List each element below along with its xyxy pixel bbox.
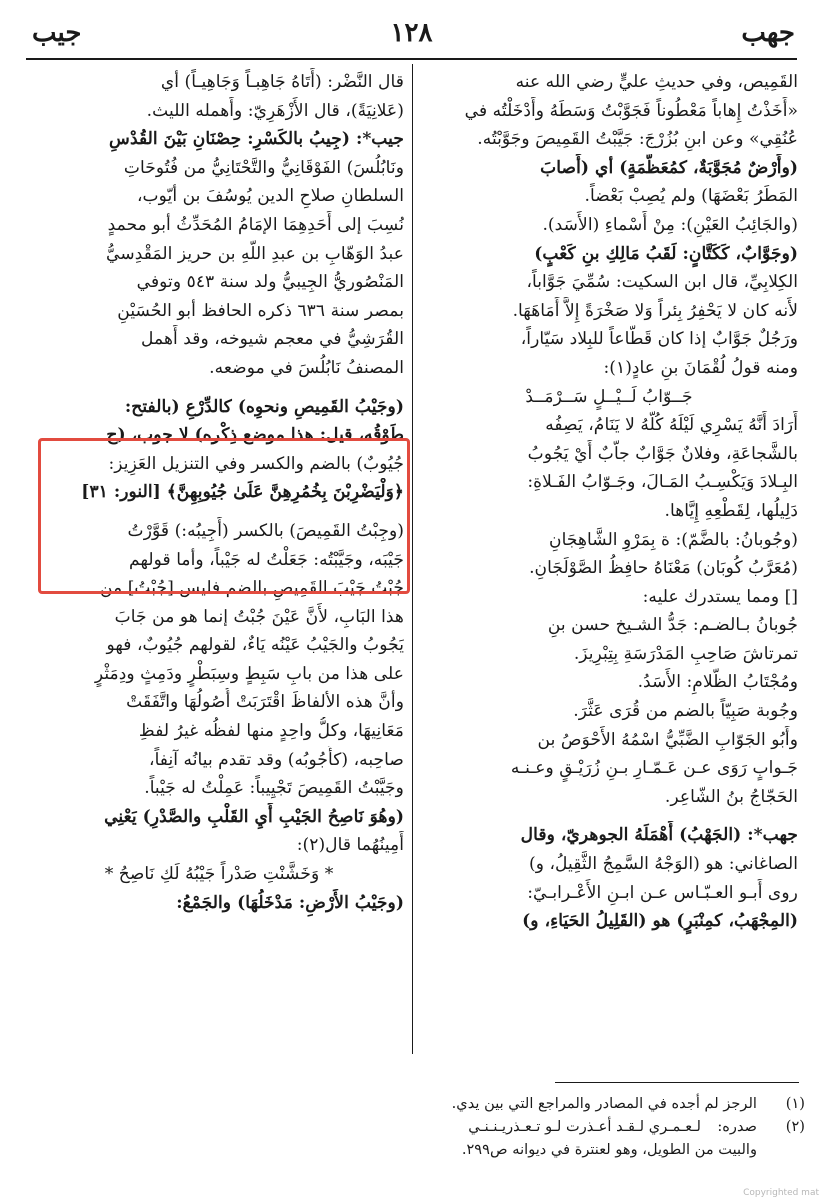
text-line: أَمِينُهُما قال(٢): — [296, 835, 404, 856]
text-line: نُسِبَ إلى أَحَدِهِمَا الإمَامُ المُحَدِّثُ أبو محمدٍ — [107, 214, 404, 235]
text-line: هذا البَابِ، لأَنَّ عَيْنَ جُبْتُ إنما هو من جَابَ — [114, 606, 404, 627]
entry-heading-line: جهب*: (الجَهْبُ) أَهْمَلَهُ الجوهريّ، وقال — [520, 825, 798, 846]
text-line: القَمِيص، وفي حديثِ عليٍّ رضي الله عنه — [515, 72, 798, 92]
text-line: روى أَبـو العـبّـاس عـن ابـنِ الأَعْـرابـيّ: — [527, 882, 798, 903]
footnote-2 — [60, 1115, 805, 1138]
text-line: ومنه قولُ لُقْمَانَ بنِ عادٍ(١): — [603, 357, 798, 378]
right-column — [420, 68, 798, 936]
text-line: الصاغاني: هو (الوَجْهُ السَّمِجُ الثَّقِيلُ، و) — [529, 854, 798, 875]
footnote-verse: لـعـمـري لـقـد أعـذرت لـو تـعـذريـنـنـي — [468, 1118, 701, 1135]
highlight-box — [38, 438, 410, 594]
text-line: وجَيَّبْتُ القَمِيصَ تَجْيِيباً: عَمِلْتُ له جَيْباً. — [144, 778, 404, 799]
text-line: عُنُقِي» وعن ابنِ بُزُرْجَ: جَيَّبْتُ القَمِيصَ وجَوَّبْتُه. — [477, 129, 798, 150]
footnote-label: صدره: — [717, 1118, 757, 1135]
text-line: (والجَائِبُ العَيْنِ): مِنْ أَسْماءِ (الأَسَد). — [542, 214, 798, 235]
text-line: دَلِيلُها، لِقَطْعِهِ إِيَّاها. — [664, 500, 798, 521]
footnote-1 — [60, 1092, 805, 1115]
entry-heading-line: جيب*: (جِيبُ بالكَسْرِ: حِصْنَانِ بَيْنَ القُدْسِ — [108, 129, 404, 150]
footnote-number: (٢) — [785, 1118, 805, 1135]
running-head-right: جهب — [741, 18, 795, 48]
highlighted-line: (وجَيْبُ القَمِيصِ ونحوِه) كالدِّرْعِ (بالفتح: — [124, 396, 404, 417]
page-number: ١٢٨ — [390, 18, 433, 48]
spacer — [34, 383, 404, 393]
verse-line: جَــوّابُ لَــيْــلٍ سَــرْمَــدْ — [525, 386, 693, 407]
watermark: Copyrighted mat — [743, 1188, 819, 1198]
text-line: الحَجّاجُ بنُ الشّاعِر. — [664, 786, 798, 807]
header-rule — [26, 58, 797, 60]
text-line: جَـوابٍ رَوَى عـن عَـمّـارِ بـنِ زُرَيْـقٍ وعـنـه — [510, 758, 798, 779]
text-line: (وجَوَّابٌ، كَكَتَّانٍ: لَقَبُ مَالِكِ بنِ كَعْبٍ) — [534, 243, 798, 264]
text-line: صاحِبه، (كأَجُوبُه) وقد تقدم بيانُه آنِفاً، — [149, 749, 404, 770]
spacer — [420, 811, 798, 821]
text-line: بمصر سنة ٦٣٦ ذكره الحافظ أبو الحُسَيْنِ — [117, 300, 404, 321]
text-line: «أَخَذْتُ إِهاباً مَعْطُوناً فَجَوَّبْتُ وَسَطَهُ وأَدْخَلْتُه في — [464, 100, 798, 121]
text-line: القُرَشِيُّ في معجم شيوخه، وقد أَهمل — [141, 329, 404, 350]
text-line: (وجُوبانُ: بالضَّمّ): ة بِمَرْوِ الشَّاهِجَانِ — [548, 529, 798, 550]
text-line: (وأَرْضٌ مُجَوَّبَةٌ، كمُعَظَّمَةٍ) أي (أَصابَ — [540, 157, 798, 178]
text-line: (وهُوَ نَاصِحُ الجَيْبِ أَيِ القَلْبِ والصَّدْرِ) يَعْنِي — [104, 806, 404, 827]
text-line: المَنْصُوريُّ الجِيبيُّ ولد سنة ٥٤٣ وتوفي — [136, 272, 404, 293]
text-line: المصنفُ نَابُلُسَ في موضعه. — [209, 357, 404, 378]
text-line: السلطانِ صلاحِ الدين يُوسُفَ بن أيّوب، — [136, 186, 404, 207]
text-line: جُبْتُ جَيْبَ القَمِيصِ بالضم فليس [جُبْتُ] من — [99, 578, 404, 599]
footnote-text: الرجز لم أجده في المصادر والمراجع التي بين يدي. — [451, 1095, 757, 1112]
text-line: جُوبانُ بـالضـم: جَدُّ الشـيخ حسن بنِ — [547, 615, 798, 636]
column-divider — [412, 64, 413, 1054]
text-line: (عَلانِيَةً)، قال الأَزْهَرِيّ: وأَهمله الليث. — [146, 100, 404, 121]
text-line: وأنَّ هذه الألفاظَ اقْتَرَبَتْ أُصُولُهَا واتَّفَقَتْ — [126, 692, 404, 713]
text-line: الكِلابِيِّ، قال ابن السكيت: سُمِّيَ جَوَّاباً، — [526, 272, 798, 293]
text-line: (وجِبْتُ القَمِيصَ) بالكسر (أَجِيبُه:) قَوَّرْتُ — [127, 520, 404, 541]
text-line: وجُوبة صَبِيّاً بالضم من قُرَى عَثَّرَ. — [573, 701, 798, 722]
text-line: ورَجُلٌ جَوَّابٌ إذا كان قَطَّاعاً للبِلاد سَيّاراً، — [520, 329, 798, 350]
footnotes — [60, 1092, 805, 1161]
text-line: (مُعَرَّبُ كُوبَان) مَعْنَاهُ حافِظُ الصَّوْلَجَانِ. — [529, 558, 798, 579]
highlighted-line: جُيُوبٌ) بالضم والكسر وفي التنزيل العَزِيز: — [108, 453, 404, 474]
text-line: على هذا من بابِ سَبِطٍ وسِبَطْرٍ ودَمِثٍ ودِمَثْرٍ — [94, 663, 404, 684]
text-line: (وجَيْبُ الأَرْضِ: مَدْخَلُهَا) والجَمْعُ: — [176, 892, 404, 913]
highlighted-line: طَوْقُه، قيل: هذا موضع ذِكْره) لا جوب، (ج — [106, 425, 404, 446]
footnote-2-note — [60, 1138, 805, 1161]
text-line: (المِجْهَبُ، كمِنْبَرٍ) هو (القَلِيلُ الحَيَاءِ، و) — [522, 911, 798, 932]
text-line: يَجُوبُ والجَيْبُ عَيْنُه يَاءٌ، لقولهم جُيُوبٌ، فهو — [106, 635, 404, 656]
text-line: بالشَّجاعَةِ، وفلانٌ جَوَّابٌ جاَّبٌ أَيْ يَجُوبُ — [527, 443, 798, 464]
text-line: [] ومما يستدرك عليه: — [642, 586, 798, 607]
text-line: ومُجْتَابُ الظَّلامِ: الأَسَدُ. — [637, 672, 798, 693]
running-head-left: جيب — [32, 18, 82, 48]
text-line: لأَنه كان لا يَحْفِرُ بِئراً وَلا صَخْرَةً إِلاَّ أَمَاهَهَا. — [512, 300, 798, 321]
text-line: قال النَّضْر: (أَتَاهُ جَاهِبـاً وَجَاهِيـاً) أي — [160, 72, 404, 92]
footnote-rule — [555, 1082, 799, 1083]
text-line: مَعَانِيهَا، وكلُّ واحِدٍ منها لفظُه غيرُ لفظِ — [138, 721, 404, 742]
text-line: البِـلادَ وَيَكْسِـبُ المَـالَ، وجَـوّابُ الفَـلاةِ: — [527, 472, 798, 493]
footnote-text: والبيت من الطويل، وهو لعنترة في ديوانه ص٢٩٩. — [461, 1141, 757, 1158]
text-line: المَطَرُ بَعْضَهَا) ولم يُصِبْ بَعْضاً. — [584, 186, 798, 207]
text-line: وأَبُو الجَوّابِ الضَّبِّيُّ اسْمُهُ الأَحْوَصُ بن — [537, 729, 798, 750]
text-line: عبدُ الوَهّابِ بن عبدِ اللّهِ بن حريز المَقْدِسيُّ — [106, 243, 404, 264]
text-line: ونَابُلُسَ) الفَوْقَانِيُّ والتَّحْتَانِيُّ من فُتُوحَاتِ — [123, 157, 404, 178]
text-line: تمرتاشَ صَاحِبِ المَدْرَسَةِ بِتِبْرِيزَ. — [573, 643, 798, 664]
text-line: جَيْبَه، وجَيَّبْتُه: جَعَلْتُ له جَيْباً، وأما قولهم — [129, 549, 404, 570]
footnote-number: (١) — [785, 1095, 805, 1112]
quran-verse-line: ﴿وَلْيَضْرِبْنَ بِخُمُرِهِنَّ عَلَىٰ جُيُوبِهِنَّ﴾ [النور: ٣١] — [81, 482, 404, 503]
text-line: أَرَادَ أَنَّهُ يَسْرِي لَيْلَهُ كُلَّهُ لا يَنَامُ، يَصِفُه — [545, 415, 798, 436]
verse-line: * وَخَشَّنْتِ صَدْراً جَيْبُهُ لَكِ نَاصِحُ * — [104, 864, 334, 885]
